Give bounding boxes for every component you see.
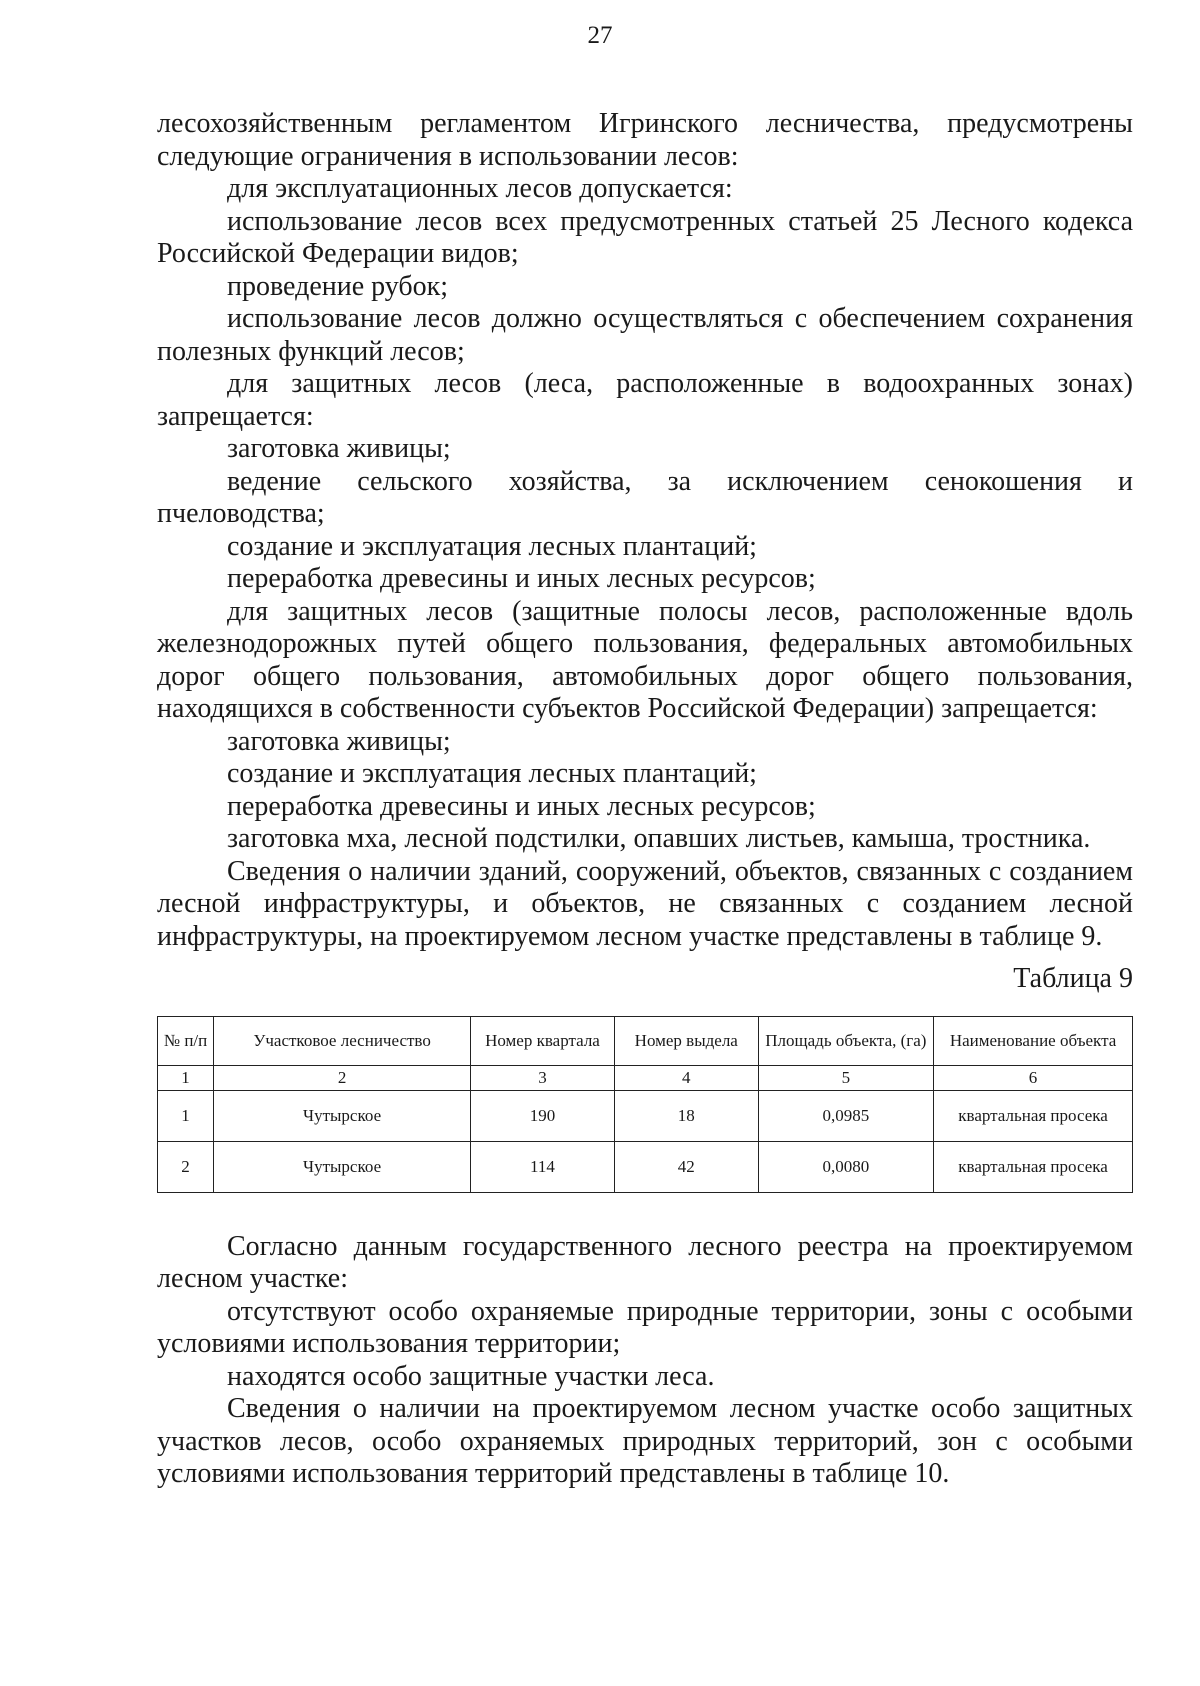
page-number: 27 (587, 22, 613, 49)
paragraph: проведение рубок; (227, 270, 449, 302)
table-9 (157, 1016, 1133, 1193)
table-cell: 2 (158, 1141, 214, 1192)
paragraph: переработка древесины и иных лесных ресурсов; (227, 563, 816, 594)
table-row (158, 1090, 1133, 1141)
paragraph: заготовка живицы; (227, 433, 451, 464)
paragraph: создание и эксплуатация лесных плантаций; (227, 758, 757, 789)
table-cell: квартальная просека (934, 1090, 1133, 1141)
paragraph: Сведения о наличии зданий, сооружений, объектов, связанных с созданием лесной инфраструктуры, и объектов, не связанных с созданием лесной инфраструктуры, на проектируемом лесном участке представлены в таблице 9. (157, 855, 1133, 952)
paragraph: ведение сельского хозяйства, за исключением сенокошения и пчеловодства; (157, 465, 1133, 529)
table-column-numbers-row (158, 1065, 1133, 1090)
table-cell: 190 (471, 1090, 615, 1141)
paragraph: переработка древесины и иных лесных ресурсов; (227, 790, 816, 822)
table-row (158, 1141, 1133, 1192)
table-caption: Таблица 9 (1013, 963, 1133, 994)
table-cell: 0,0080 (758, 1141, 933, 1192)
paragraph: отсутствуют особо охраняемые природные территории, зоны с особыми условиями использования территории; (157, 1295, 1133, 1359)
header-cell-object-name: Наименование объекта (934, 1016, 1133, 1065)
header-cell-allotment: Номер выдела (614, 1016, 758, 1065)
column-number: 6 (934, 1065, 1133, 1090)
paragraph: находятся особо защитные участки леса. (227, 1360, 715, 1392)
table-header-row (158, 1016, 1133, 1065)
paragraph: Сведения о наличии на проектируемом лесном участке особо защитных участков лесов, особо охраняемых природных территорий, зон с особыми условиями использования территорий представлены в таблице 10. (157, 1393, 1133, 1489)
header-cell-forestry: Участковое лесничество (214, 1016, 471, 1065)
paragraph: использование лесов должно осуществляться с обеспечением сохранения полезных функций лесов; (157, 303, 1133, 367)
paragraph: для эксплуатационных лесов допускается: (227, 173, 733, 204)
paragraph: Согласно данным государственного лесного реестра на проектируемом лесном участке: (157, 1230, 1133, 1294)
table-cell: 0,0985 (758, 1090, 933, 1141)
header-cell-area: Площадь объекта, (га) (758, 1016, 933, 1065)
table-cell: Чутырское (214, 1141, 471, 1192)
paragraph: для защитных лесов (леса, расположенные в водоохранных зонах) запрещается: (157, 368, 1133, 432)
paragraph: создание и эксплуатация лесных плантаций; (227, 530, 757, 562)
table-cell: 18 (614, 1090, 758, 1141)
document-body (157, 108, 1133, 1491)
paragraph: лесохозяйственным регламентом Игринского лесничества, предусмотрены следующие ограничения в использовании лесов: (157, 108, 1133, 172)
table-cell: квартальная просека (934, 1141, 1133, 1192)
column-number: 4 (614, 1065, 758, 1090)
column-number: 1 (158, 1065, 214, 1090)
header-cell-number: № п/п (158, 1016, 214, 1065)
table-cell: 1 (158, 1090, 214, 1141)
table-cell: Чутырское (214, 1090, 471, 1141)
column-number: 3 (471, 1065, 615, 1090)
table-cell: 114 (471, 1141, 615, 1192)
paragraph: заготовка мха, лесной подстилки, опавших листьев, камыша, тростника. (227, 823, 1091, 854)
header-cell-quarter: Номер квартала (471, 1016, 615, 1065)
column-number: 5 (758, 1065, 933, 1090)
table-cell: 42 (614, 1141, 758, 1192)
paragraph: использование лесов всех предусмотренных статьей 25 Лесного кодекса Российской Федерации видов; (157, 205, 1133, 269)
paragraph: заготовка живицы; (227, 725, 451, 757)
column-number: 2 (214, 1065, 471, 1090)
paragraph: для защитных лесов (защитные полосы лесов, расположенные вдоль железнодорожных путей общего пользования, федеральных автомобильных дорог общего пользования, автомобильных дорог общего пользования, находящихся в собственности субъектов Российской Федерации) запрещается: (157, 595, 1133, 724)
